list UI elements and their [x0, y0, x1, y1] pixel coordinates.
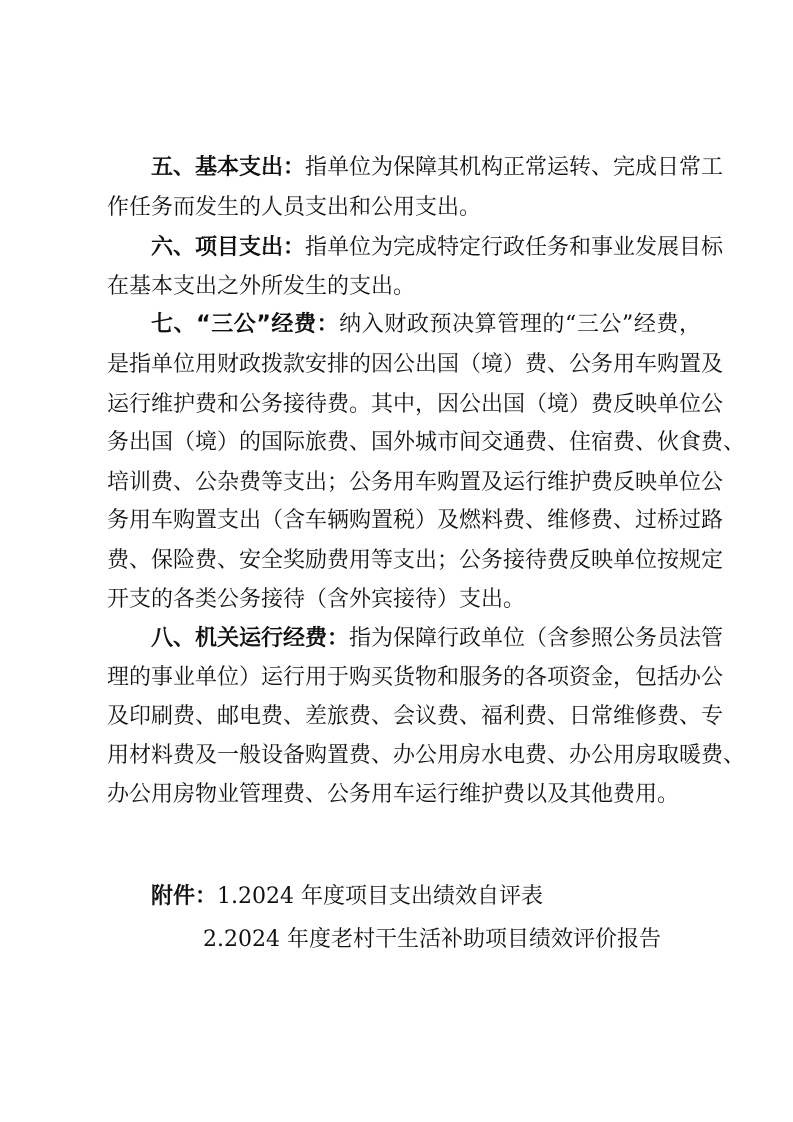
term-heading: 七、“三公”经费： — [151, 312, 340, 337]
text-line: 指单位为保障其机构正常运转、完成日常工 — [305, 155, 724, 180]
paragraph-basic-expenditure — [151, 154, 724, 182]
text-line: 务用车购置支出（含车辆购置税）及燃料费、维修费、过桥过路 — [107, 508, 724, 533]
text-line: 在基本支出之外所发生的支出。 — [107, 274, 416, 299]
text-line: 开支的各类公务接待（含外宾接待）支出。 — [107, 587, 526, 612]
text-line: 作任务而发生的人员支出和公用支出。 — [107, 195, 482, 220]
text-line: 培训费、公杂费等支出；公务用车购置及运行维护费反映单位公 — [107, 470, 724, 495]
term-heading: 五、基本支出： — [151, 155, 306, 180]
text-line: 费、保险费、安全奖励费用等支出；公务接待费反映单位按规定 — [107, 548, 724, 573]
text-line: 用材料费及一般设备购置费、办公用房水电费、办公用房取暖费、 — [107, 743, 746, 768]
text-line: 指为保障行政单位（含参照公务员法管 — [349, 626, 724, 651]
paragraph-three-public-expenses — [151, 311, 701, 339]
text-line: 纳入财政预决算管理的“三公”经费， — [339, 312, 701, 337]
text-line: 理的事业单位）运行用于购买货物和服务的各项资金，包括办公 — [107, 665, 724, 690]
text-line: 运行维护费和公务接待费。其中，因公出国（境）费反映单位公 — [107, 392, 724, 417]
paragraph-agency-operating-expenses — [151, 625, 724, 653]
text-line: 是指单位用财政拨款安排的因公出国（境）费、公务用车购置及 — [107, 352, 724, 377]
paragraph-project-expenditure — [151, 234, 724, 262]
attachment-list — [151, 883, 543, 911]
attachments-label: 附件： — [151, 884, 218, 909]
text-line: 指单位为完成特定行政任务和事业发展目标 — [305, 235, 724, 260]
text-line: 及印刷费、邮电费、差旅费、会议费、福利费、日常维修费、专 — [107, 704, 724, 729]
attachment-item: 2.2024 年度老村干生活补助项目绩效评价报告 — [203, 927, 661, 952]
term-heading: 八、机关运行经费： — [151, 626, 350, 651]
text-line: 务出国（境）的国际旅费、国外城市间交通费、住宿费、伙食费、 — [107, 430, 746, 455]
term-heading: 六、项目支出： — [151, 235, 306, 260]
attachment-item: 1.2024 年度项目支出绩效自评表 — [217, 884, 543, 909]
text-line: 办公用房物业管理费、公务用车运行维护费以及其他费用。 — [107, 782, 680, 807]
